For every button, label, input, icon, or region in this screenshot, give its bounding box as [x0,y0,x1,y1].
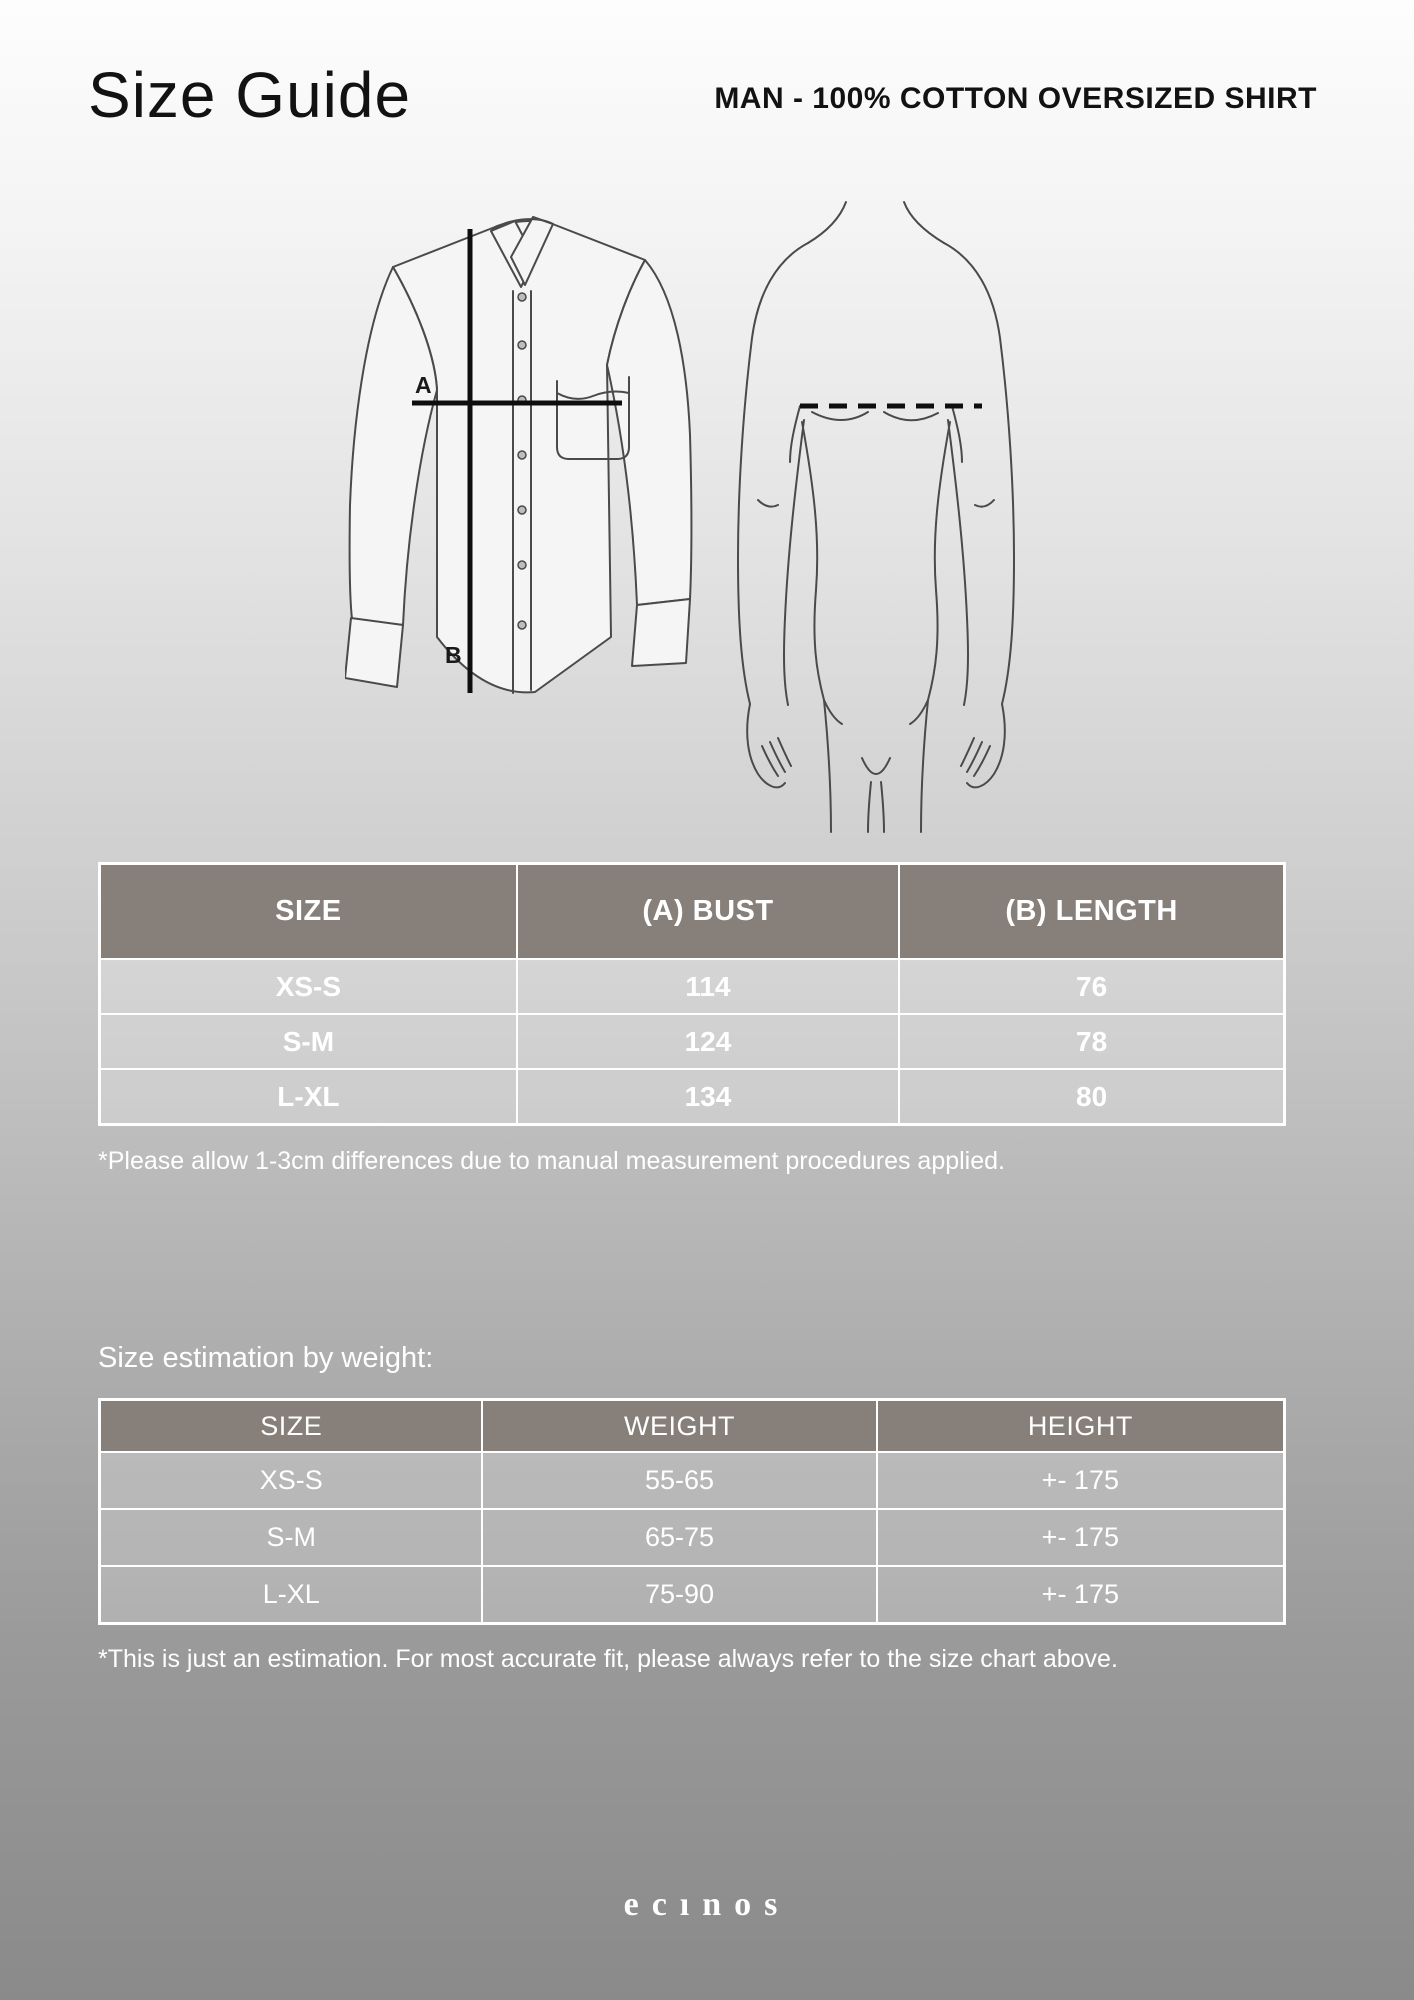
weight-chart-header-row [100,1400,1284,1452]
length-cell: 80 [899,1069,1284,1124]
weight-cell: 55-65 [482,1452,876,1509]
size-chart-col-size: SIZE [100,864,517,959]
size-cell: XS-S [100,1452,482,1509]
measurement-note: *Please allow 1-3cm differences due to manual measurement procedures applied. [98,1147,1005,1175]
bust-cell: 114 [517,959,899,1014]
page-title: Size Guide [88,59,412,131]
shirt-left-cuff [345,618,403,687]
table-row [100,1069,1284,1124]
shirt-right-cuff [632,599,690,666]
weight-chart-col-weight: WEIGHT [482,1400,876,1452]
shirt-diagram [345,205,697,699]
size-cell: XS-S [100,959,517,1014]
height-cell: +- 175 [877,1509,1284,1566]
length-cell: 78 [899,1014,1284,1069]
weight-section-heading: Size estimation by weight: [98,1342,434,1374]
size-cell: S-M [100,1509,482,1566]
weight-chart-col-height: HEIGHT [877,1400,1284,1452]
size-cell: S-M [100,1014,517,1069]
weight-chart-col-size: SIZE [100,1400,482,1452]
brand-logo: ecınos [623,1886,791,1923]
bust-cell: 124 [517,1014,899,1069]
length-cell: 76 [899,959,1284,1014]
bust-cell: 134 [517,1069,899,1124]
height-cell: +- 175 [877,1452,1284,1509]
bust-label-a: A [415,372,432,398]
body-outline [738,202,1014,832]
size-chart-col-bust: (A) BUST [517,864,899,959]
length-label-b: B [445,642,462,668]
table-row [100,1566,1284,1623]
size-chart-table [98,862,1286,1126]
table-row [100,959,1284,1014]
table-row [100,1014,1284,1069]
table-row [100,1509,1284,1566]
table-row [100,1452,1284,1509]
weight-chart-table [98,1398,1286,1625]
weight-cell: 75-90 [482,1566,876,1623]
body-diagram [728,198,1025,835]
height-cell: +- 175 [877,1566,1284,1623]
size-chart-col-length: (B) LENGTH [899,864,1284,959]
size-cell: L-XL [100,1069,517,1124]
weight-cell: 65-75 [482,1509,876,1566]
product-subtitle: MAN - 100% COTTON OVERSIZED SHIRT [714,82,1317,115]
size-cell: L-XL [100,1566,482,1623]
size-chart-header-row [100,864,1284,959]
estimation-note: *This is just an estimation. For most accurate fit, please always refer to the size chart above. [98,1645,1118,1673]
